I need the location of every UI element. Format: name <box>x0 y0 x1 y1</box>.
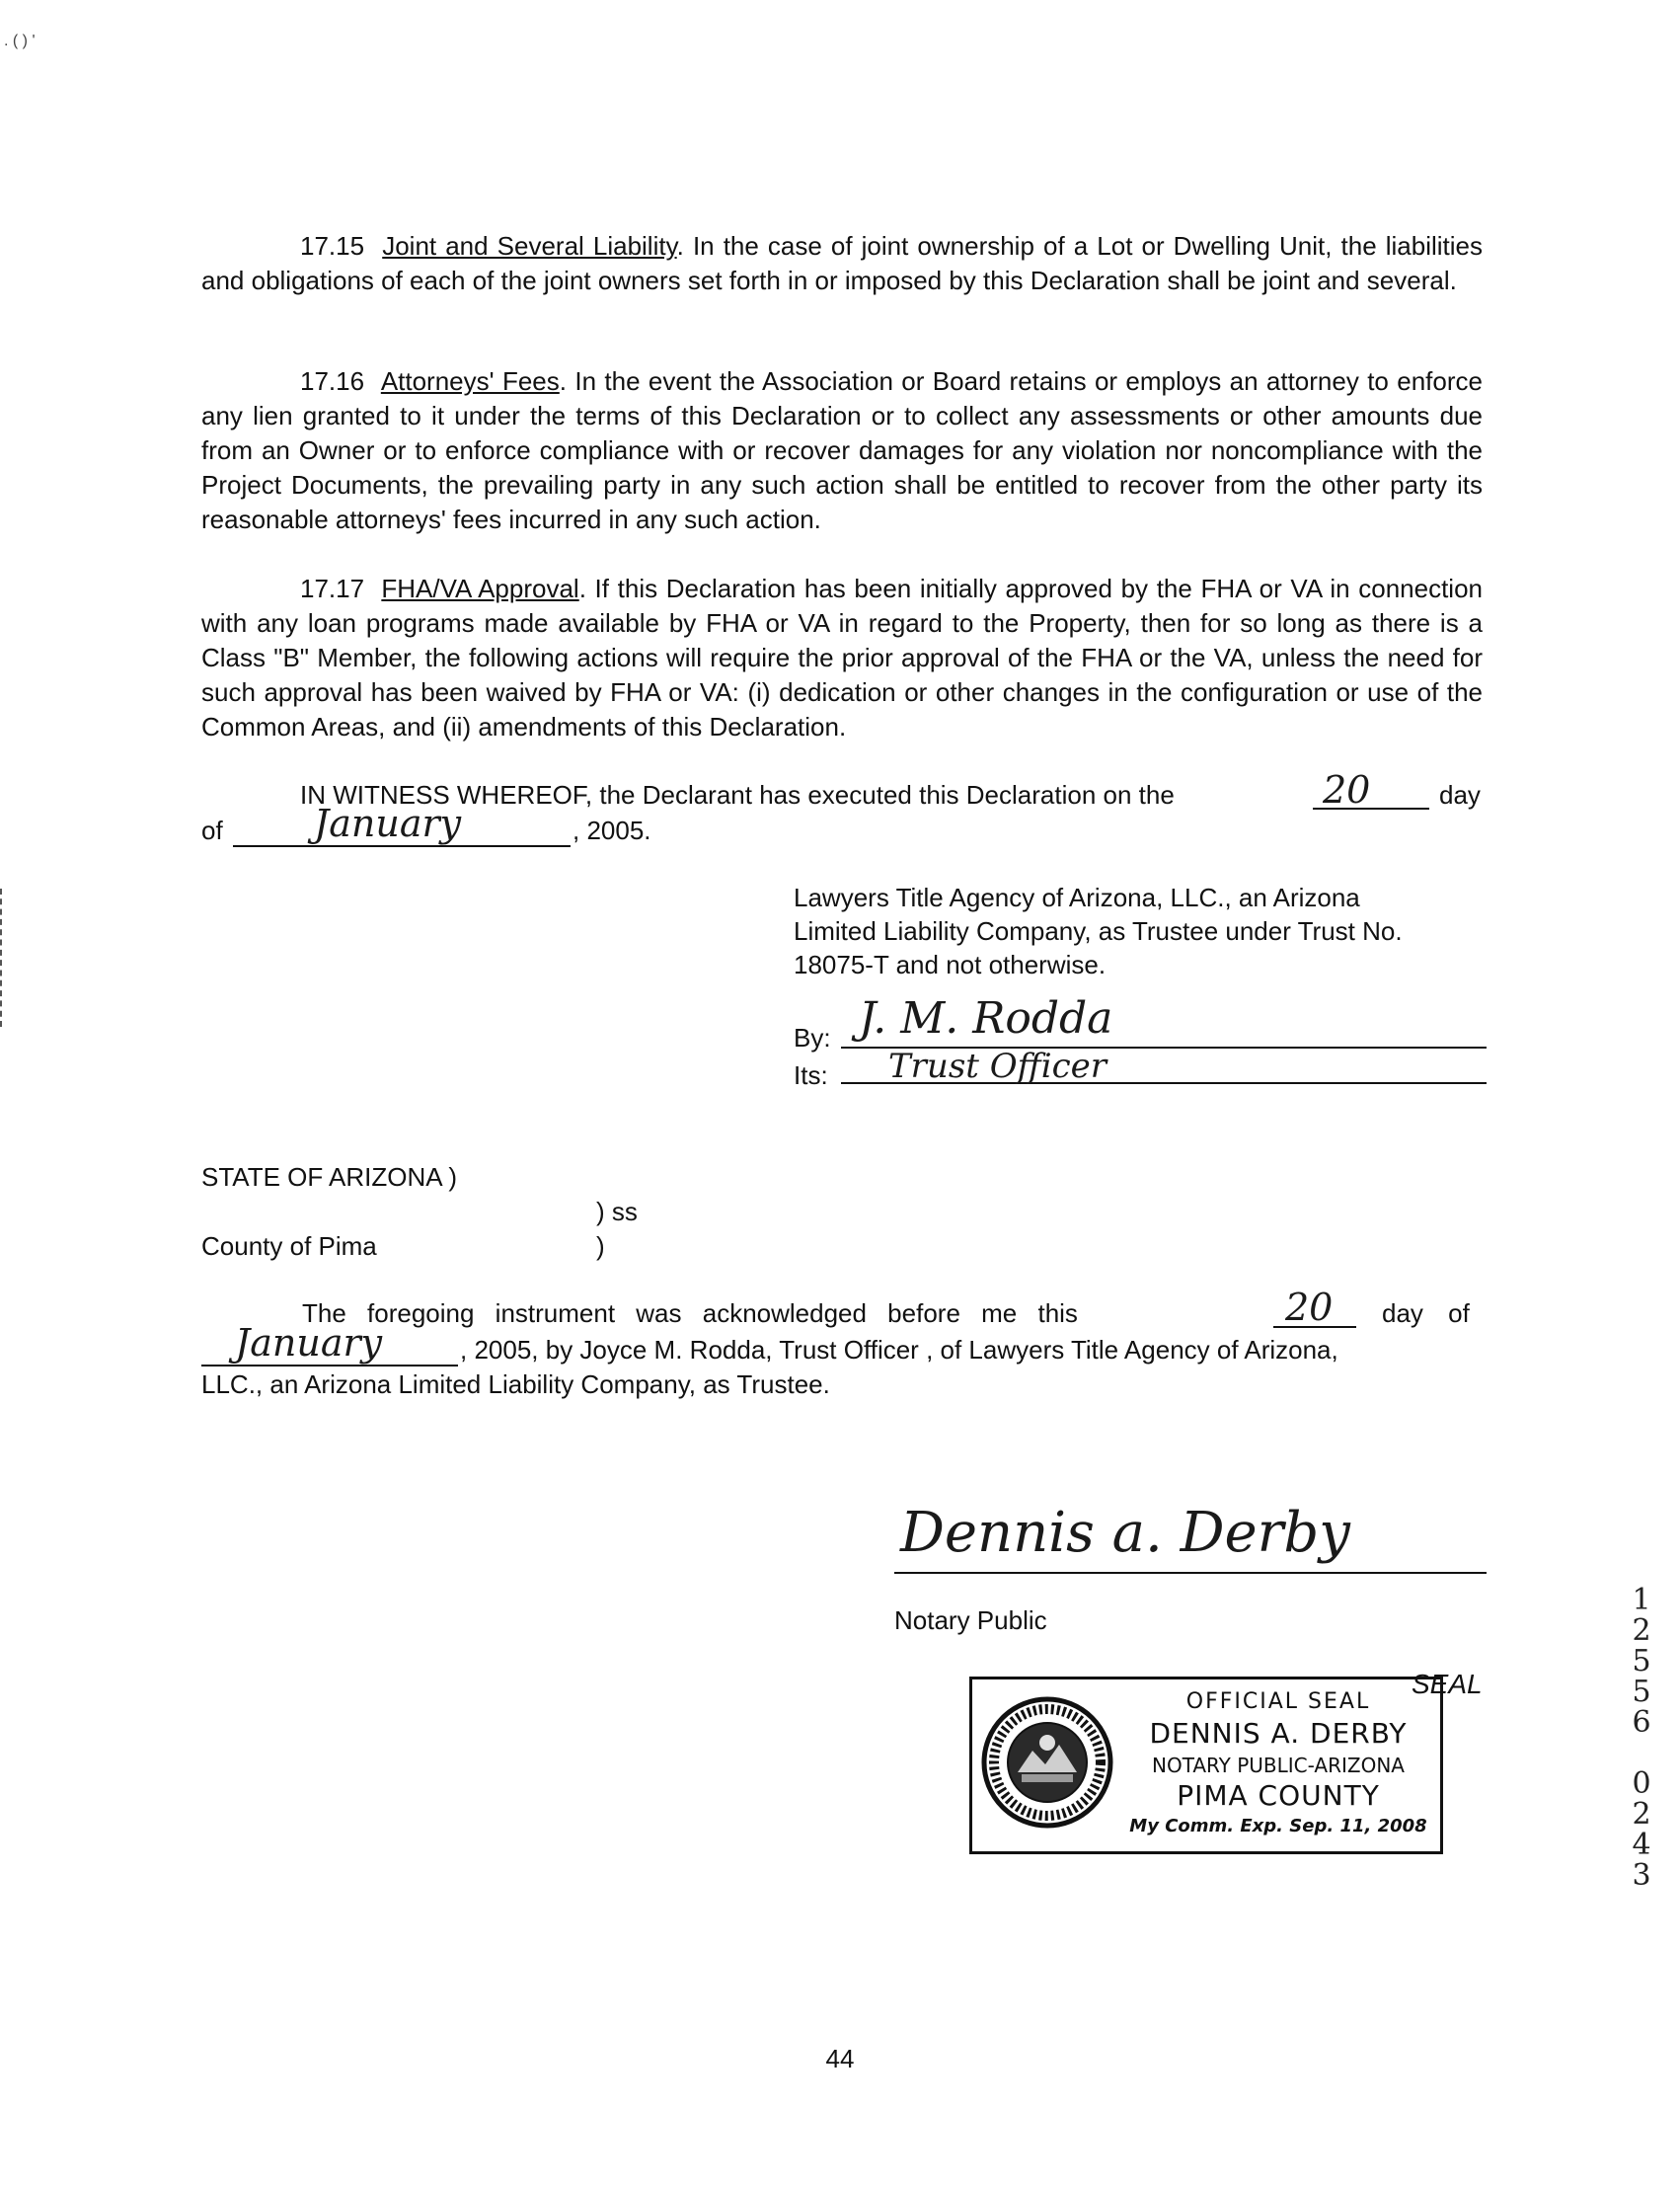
ack-part-2: day of <box>1382 1298 1470 1328</box>
venue-ss: ) ss <box>596 1197 638 1226</box>
section-17-16 <box>201 364 1483 537</box>
section-number: 17.17 <box>300 574 365 603</box>
notary-signature-line <box>894 1572 1487 1574</box>
state-seal-icon <box>978 1693 1116 1832</box>
section-heading: Attorneys' Fees <box>380 366 560 396</box>
trustee-line-1: Lawyers Title Agency of Arizona, LLC., an Arizona <box>794 883 1360 912</box>
section-number: 17.16 <box>300 366 365 396</box>
recording-side-number <box>1627 1585 1656 1891</box>
by-label: By: <box>794 1023 831 1053</box>
ack-month-handwritten: January <box>235 1321 383 1365</box>
seal-line-name: DENNIS A. DERBY <box>1149 1717 1408 1750</box>
left-edge-mark <box>0 889 5 1027</box>
side-number-char: 3 <box>1632 1858 1651 1893</box>
notary-seal-stamp <box>969 1677 1443 1854</box>
seal-stamp-text <box>1120 1687 1436 1841</box>
witness-year: , 2005. <box>573 816 651 845</box>
section-text: . In the case of joint ownership of a Lot or Dwelling Unit, the liabilities and obligations of each of the joint owners set forth in or imposed by this Declaration shall be joint and several. <box>201 231 1483 295</box>
seal-label: SEAL <box>1412 1669 1483 1699</box>
section-text: . If this Declaration has been initially approved by the FHA or VA in connection with any loan programs made available by FHA or VA in regard to the Property, then for so long as there is a Class "B" Member, the following actions will require the prior approval of the FHA or the VA, unless the need for such approval has been waived by FHA or VA: (i) dedication or other changes in the configuration or use of the Common Areas, and (ii) amendments of this Declaration. <box>201 574 1483 742</box>
side-number-char: 0 <box>1632 1766 1651 1801</box>
section-text: . In the event the Association or Board retains or employs an attorney to enforce any lien granted to it under the terms of this Declaration or to collect any assessments or other amounts due from an Owner or to enforce compliance with or recover damages for any violation nor noncompliance with the Project Documents, the prevailing party in any such action shall be entitled to recover from the other party its reasonable attorneys' fees incurred in any such action. <box>201 366 1483 534</box>
venue-county: County of Pima <box>201 1231 377 1261</box>
witness-of-word: of <box>201 816 223 845</box>
side-number-char: 6 <box>1632 1705 1651 1740</box>
witness-clause: IN WITNESS WHEREOF, the Declarant has executed this Declaration on the <box>300 780 1175 810</box>
witness-day-word: day <box>1439 780 1481 810</box>
trustee-signature: J. M. Rodda <box>859 993 1113 1044</box>
ack-month-line <box>201 1365 458 1366</box>
seal-line-official: OFFICIAL SEAL <box>1185 1689 1371 1714</box>
corner-marks: . ( ) ' <box>4 33 36 49</box>
trustee-line-2: Limited Liability Company, as Trustee under Trust No. <box>794 916 1403 946</box>
ack-day-handwritten: 20 <box>1285 1286 1334 1329</box>
venue-state: STATE OF ARIZONA ) <box>201 1162 458 1192</box>
notary-label: Notary Public <box>894 1605 1047 1635</box>
side-number-char: 5 <box>1632 1675 1651 1709</box>
ack-part-1: The foregoing instrument was acknowledged before me this <box>302 1298 1078 1328</box>
side-number-char <box>1627 1738 1656 1768</box>
its-label: Its: <box>794 1060 828 1090</box>
section-17-17 <box>201 572 1483 744</box>
section-heading: FHA/VA Approval <box>381 574 579 603</box>
side-number-char: 5 <box>1632 1644 1651 1679</box>
seal-line-county: PIMA COUNTY <box>1177 1779 1380 1812</box>
witness-month-handwritten: January <box>314 802 462 845</box>
section-17-15 <box>201 229 1483 298</box>
section-heading: Joint and Several Liability <box>382 231 677 261</box>
trustee-title-handwritten: Trust Officer <box>888 1047 1107 1086</box>
ack-line-3: LLC., an Arizona Limited Liability Company, as Trustee. <box>201 1369 830 1399</box>
trustee-line-3: 18075-T and not otherwise. <box>794 950 1107 979</box>
witness-day-handwritten: 20 <box>1323 768 1371 812</box>
venue-paren: ) <box>596 1231 605 1261</box>
ack-part-3: , 2005, by Joyce M. Rodda, Trust Officer , of Lawyers Title Agency of Arizona, <box>460 1335 1338 1365</box>
section-number: 17.15 <box>300 231 365 261</box>
witness-month-line <box>233 845 571 847</box>
side-number-char: 1 <box>1632 1583 1651 1617</box>
side-number-char: 4 <box>1632 1828 1651 1862</box>
seal-line-expiry: My Comm. Exp. Sep. 11, 2008 <box>1129 1816 1427 1836</box>
side-number-char: 2 <box>1632 1797 1651 1832</box>
page-number: 44 <box>825 2044 855 2073</box>
seal-line-title: NOTARY PUBLIC-ARIZONA <box>1151 1754 1405 1777</box>
side-number-char: 2 <box>1632 1613 1651 1648</box>
notary-signature: Dennis a. Derby <box>900 1501 1350 1565</box>
